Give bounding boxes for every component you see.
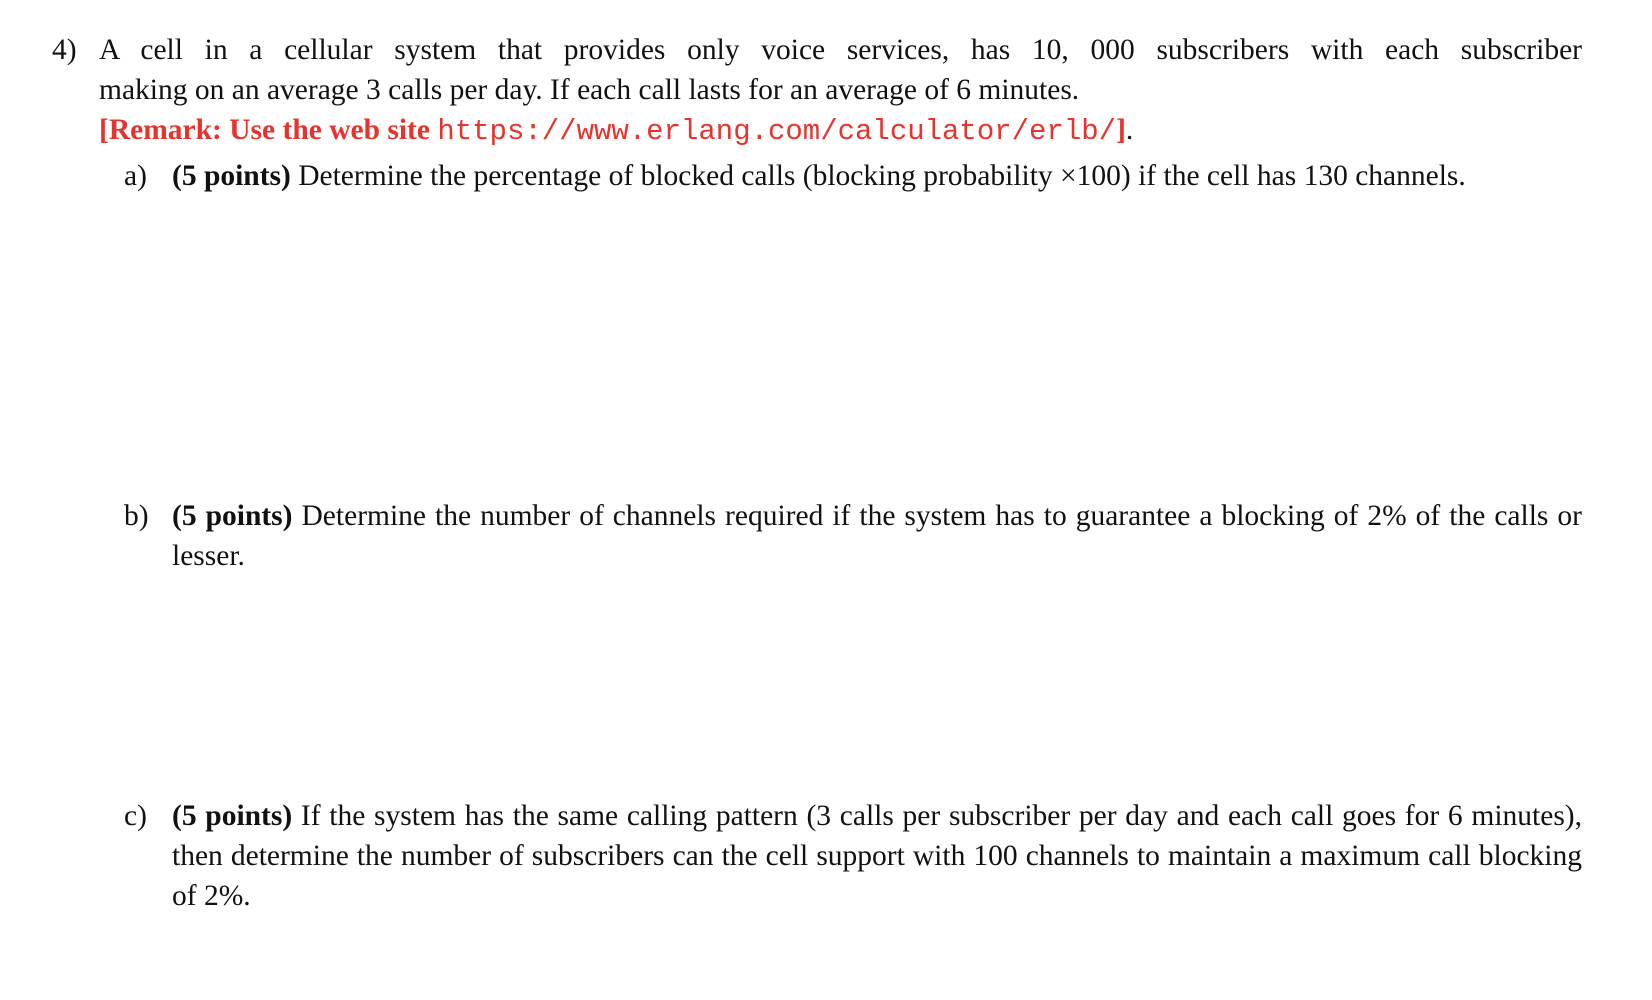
part-c-body [172, 796, 1582, 916]
remark-period: . [1125, 114, 1134, 146]
remark-url: https://www.erlang.com/calculator/erlb/ [437, 115, 1117, 148]
part-c-points: (5 points) [172, 800, 293, 832]
part-b-body [172, 496, 1582, 576]
part-a-body [172, 156, 1582, 196]
part-a-text: Determine the percentage of blocked calls (blocking probability ×100) if the cell has 130 channels. [290, 160, 1466, 192]
part-b-label: b) [124, 500, 149, 532]
statement-line-2: making on an average 3 calls per day. If each call lasts for an average of 6 minutes. [99, 74, 1080, 106]
remark-close-bracket: ] [1116, 114, 1126, 146]
problem-number: 4) [52, 34, 77, 66]
part-a-points: (5 points) [172, 160, 291, 192]
remark [99, 114, 1126, 146]
part-b [124, 496, 1582, 576]
part-a-label: a) [124, 160, 147, 192]
statement-line-1: A cell in a cellular system that provides only voice services, has 10, 000 subscribers with each subscriber [99, 34, 1582, 66]
problem-4 [52, 30, 1582, 152]
problem-statement [99, 30, 1582, 152]
remark-label: [Remark: Use the web site [99, 114, 438, 146]
part-c-text: If the system has the same calling pattern (3 calls per subscriber per day and each call goes for 6 minutes), then determine the number of subscribers can the cell support with 100 channels to maintain a maximum call blocking of 2%. [172, 800, 1582, 912]
part-c [124, 796, 1582, 916]
part-b-text: Determine the number of channels required if the system has to guarantee a blocking of 2% of the calls or lesser. [172, 500, 1582, 572]
part-a [124, 156, 1582, 196]
part-b-points: (5 points) [172, 500, 293, 532]
part-c-label: c) [124, 800, 147, 832]
